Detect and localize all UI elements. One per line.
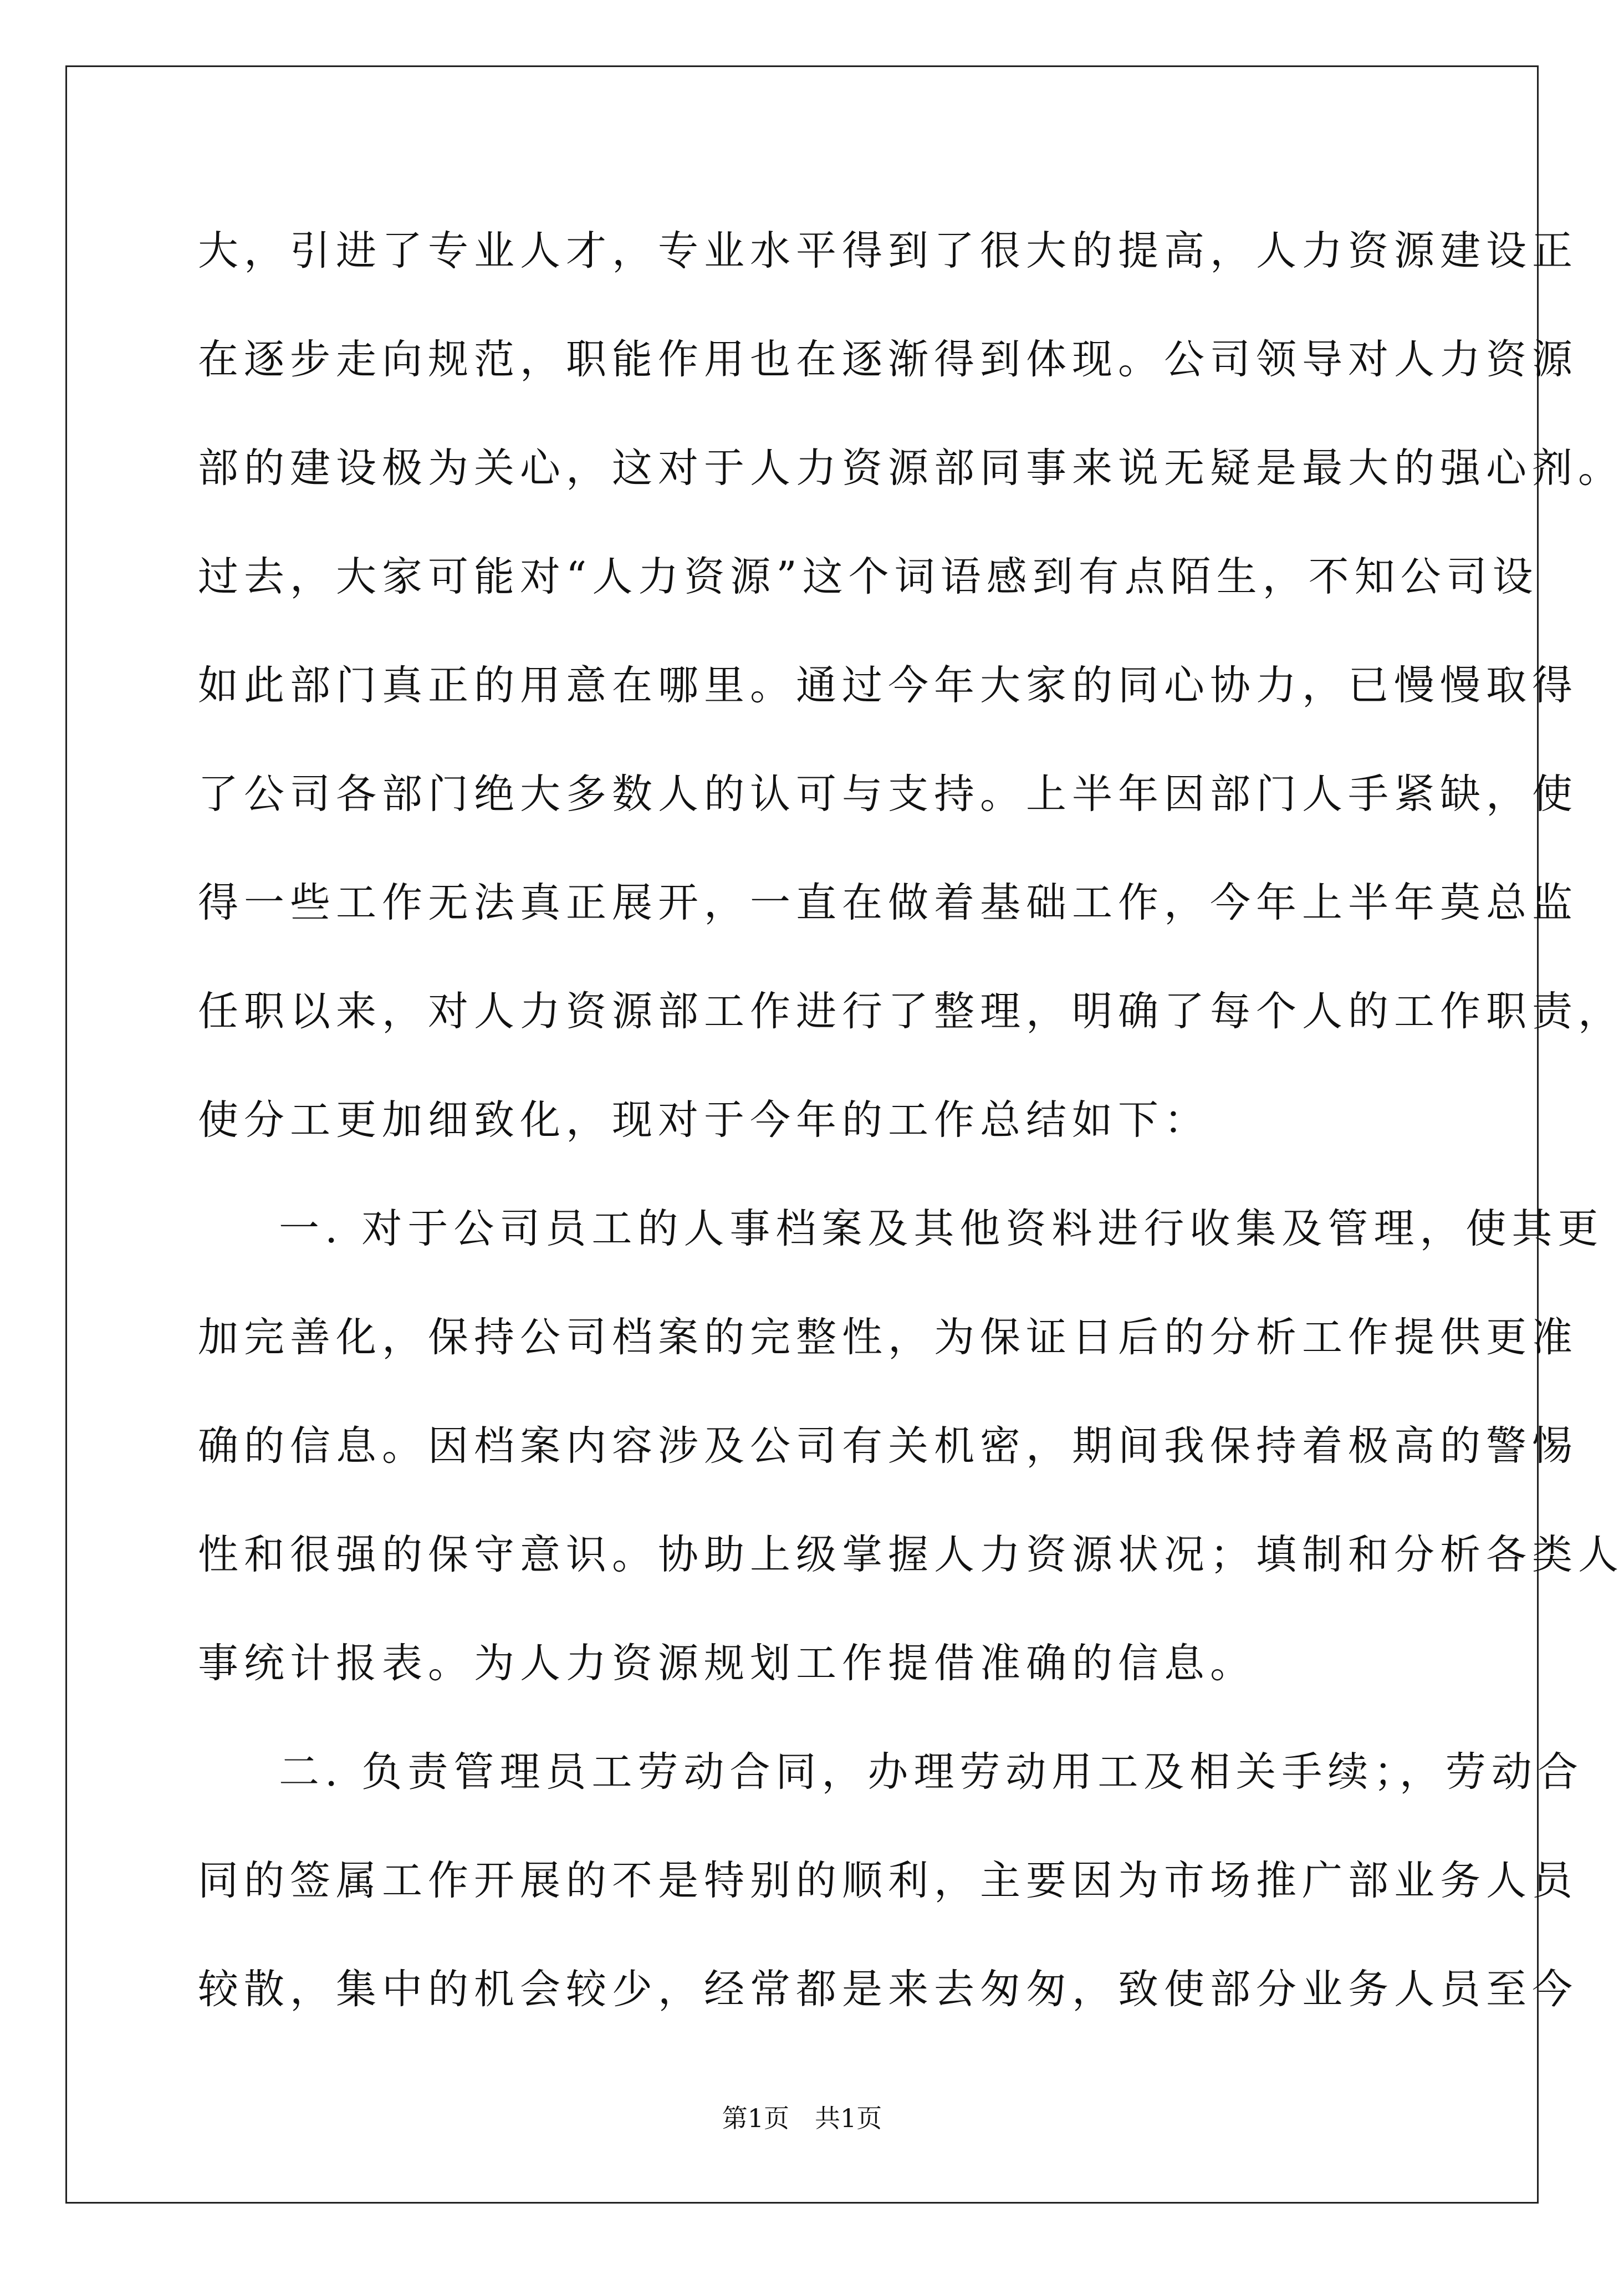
text-line: 了公司各部门绝大多数人的认可与支持。上半年因部门人手紧缺，使 — [198, 771, 1578, 818]
text-line: 在逐步走向规范，职能作用也在逐渐得到体现。公司领导对人力资源 — [198, 336, 1578, 383]
section-heading-line: 一. 对于公司员工的人事档案及其他资料进行收集及管理，使其更 — [279, 1205, 1604, 1252]
text-line: 得一些工作无法真正展开，一直在做着基础工作，今年上半年莫总监 — [198, 879, 1578, 926]
text-line: 使分工更加细致化，现对于今年的工作总结如下： — [198, 1097, 1210, 1144]
section-heading-line: 二. 负责管理员工劳动合同，办理劳动用工及相关手续；，劳动合 — [279, 1748, 1584, 1796]
text-line: 性和很强的保守意识。协助上级掌握人力资源状况；填制和分析各类人 — [198, 1531, 1624, 1578]
document-body — [198, 210, 1624, 2057]
text-line: 部的建设极为关心，这对于人力资源部同事来说无疑是最大的强心剂。 — [198, 445, 1624, 492]
text-line: 如此部门真正的用意在哪里。通过今年大家的同心协力，已慢慢取得 — [198, 662, 1578, 709]
text-line: 同的签属工作开展的不是特别的顺利，主要因为市场推广部业务人员 — [198, 1857, 1578, 1904]
text-line: 确的信息。因档案内容涉及公司有关机密，期间我保持着极高的警惕 — [198, 1422, 1578, 1470]
text-line: 过去，大家可能对“人力资源”这个词语感到有点陌生，不知公司设 — [198, 553, 1539, 600]
text-line: 大，引进了专业人才，专业水平得到了很大的提高，人力资源建设正 — [198, 227, 1578, 274]
page-number-footer: 第1页 共1页 — [722, 2103, 882, 2133]
text-line: 事统计报表。为人力资源规划工作提借准确的信息。 — [198, 1640, 1256, 1687]
text-line: 较散，集中的机会较少，经常都是来去匆匆，致使部分业务人员至今 — [198, 1966, 1578, 2013]
text-line: 任职以来，对人力资源部工作进行了整理，明确了每个人的工作职责， — [198, 988, 1624, 1035]
text-line: 加完善化，保持公司档案的完整性，为保证日后的分析工作提供更准 — [198, 1314, 1578, 1361]
